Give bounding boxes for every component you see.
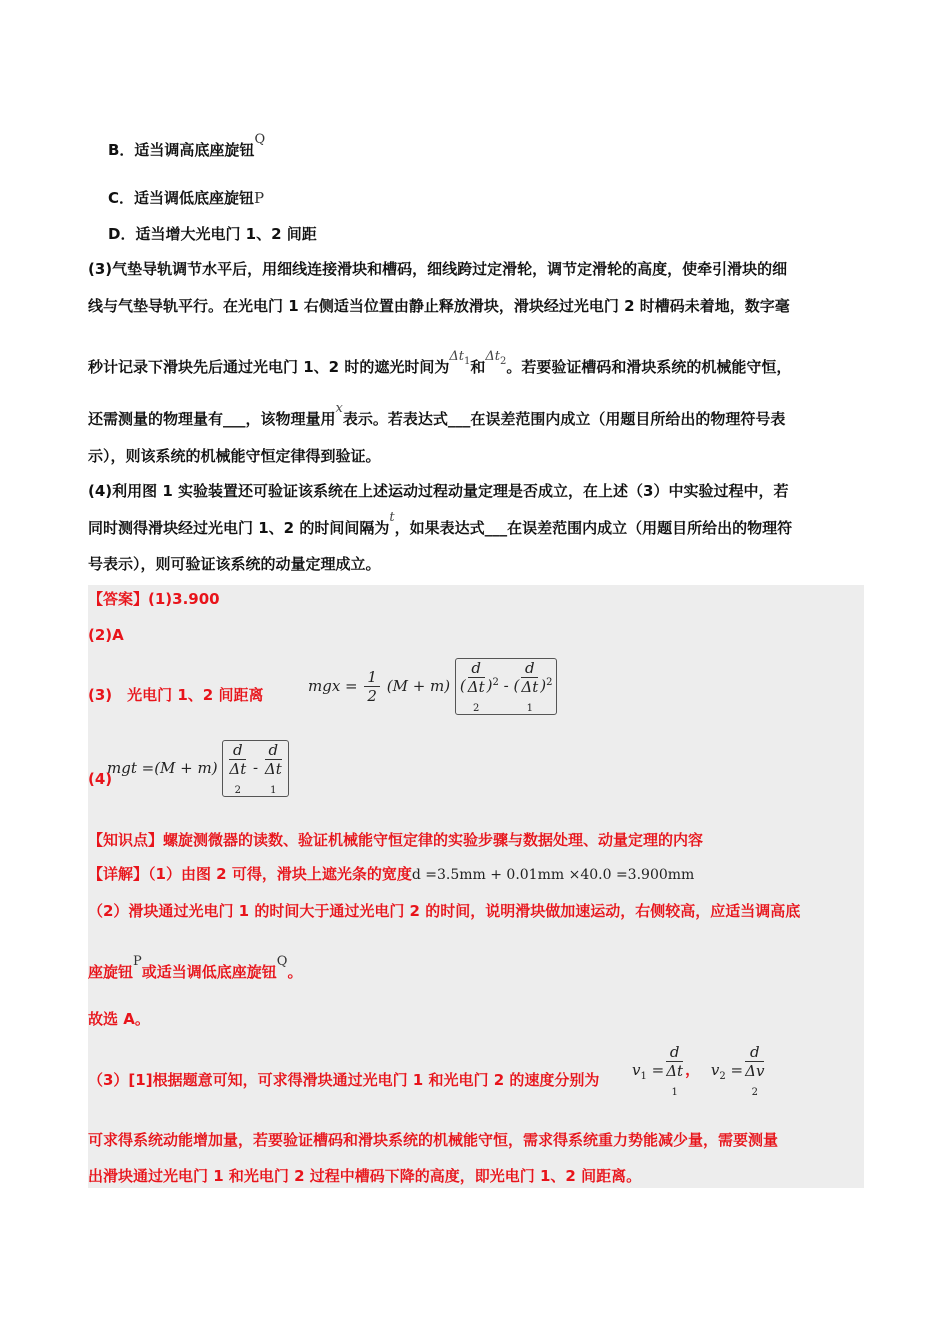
detail-2-line-1: （2）滑块通过光电门 1 的时间大于通过光电门 2 的时间，说明滑块做加速运动，右侧较高，应适当调高底 [88, 902, 801, 920]
detail-3-velocity-formulas [632, 1043, 766, 1098]
a4-minus: - [253, 758, 259, 777]
dt2-text: Δt [485, 349, 500, 364]
a3-bracket: ( d Δt 2 )$^2$ - ( d Δt 1 )$^2$ [455, 658, 558, 715]
a3-pow-1: 2 [492, 676, 499, 688]
v2-eq: = [730, 1060, 744, 1079]
dt1-text: Δt [449, 349, 464, 364]
q4-text-1: (4)利用图 1 实验装置还可验证该系统在上述运动过程动量定理是否成立，在上述（3）中实验过程中，若 [88, 482, 789, 500]
option-c [108, 188, 264, 208]
dt2-sub: 2 [499, 356, 507, 367]
a3-half-num: 1 [364, 668, 380, 687]
dt1-sub: 1 [463, 356, 471, 367]
a3-frac-1 [521, 659, 538, 714]
q3-text-1: (3)气垫导轨调节水平后，用细线连接滑块和槽码，细线跨过定滑轮，调节定滑轮的高度，使牵引滑块的细 [88, 260, 788, 278]
detail-3-line-1 [88, 1070, 599, 1090]
answer-4-formula [107, 740, 289, 797]
detail-symbol-p: P [133, 954, 142, 969]
q3-line-5 [88, 446, 381, 466]
option-b [108, 132, 266, 162]
a3-half [364, 668, 380, 705]
v2-sub: 2 [719, 1070, 726, 1082]
q3-and: 和 [470, 358, 486, 376]
a4-bracket [222, 740, 288, 797]
option-d-text: D．适当增大光电门 1、2 间距 [108, 225, 317, 243]
q4-line-3 [88, 554, 381, 574]
v1-frac [666, 1043, 683, 1098]
detail-3-line-3: 出滑块通过光电门 1 和光电门 2 过程中槽码下降的高度，即光电门 1、2 间距离。 [88, 1167, 642, 1185]
a4-frac-1 [265, 741, 282, 796]
v1-sym: v [632, 1060, 641, 1079]
detail-1 [88, 864, 694, 885]
a3-dt-1: Δt [521, 678, 539, 696]
detail-symbol-q: Q [276, 954, 288, 969]
symbol-dt1 [449, 349, 471, 367]
a3-pow-2: 2 [546, 676, 553, 688]
a3-half-den: 2 [367, 687, 377, 705]
a3-minus: - [503, 676, 509, 695]
detail-2-text-a: 座旋钮 [88, 963, 134, 981]
a4-frac-2 [229, 741, 246, 796]
a4-sub-1: 1 [270, 785, 277, 796]
a4-d-1: d [265, 741, 282, 760]
v-comma: ， [685, 1060, 701, 1079]
a3-frac-2 [468, 659, 485, 714]
q4-text-2a: 同时测得滑块经过光电门 1、2 的时间间隔为 [88, 519, 390, 537]
a4-sub-2: 2 [234, 785, 241, 796]
q3-text-2: 线与气垫导轨平行。在光电门 1 右侧适当位置由静止释放滑块，滑块经过光电门 2 时槽码未着地，数字毫 [88, 297, 790, 315]
a4-dt-1: Δt [264, 760, 282, 778]
symbol-p: P [254, 189, 265, 207]
detail-2-line-3: 故选 A。 [88, 1010, 150, 1028]
answer-3-label: (3) 光电门 1、2 间距离 [88, 686, 264, 704]
symbol-x: x [335, 401, 343, 416]
detail-2-text-b: 或适当调低底座旋钮 [141, 963, 277, 981]
q4-text-2b: ，如果表达式___在误差范围内成立（用题目所给出的物理符 [394, 519, 793, 537]
v2-d: d [745, 1043, 764, 1062]
v2-sym: v [710, 1060, 720, 1079]
answer-2: (2)A [88, 626, 124, 644]
option-b-text: B．适当调高底座旋钮 [108, 141, 255, 159]
detail-3-text-1: （3）[1]根据题意可知，可求得滑块通过光电门 1 和光电门 2 的速度分别为 [88, 1071, 600, 1089]
detail-1-text: 【详解】（1）由图 2 可得，滑块上遮光条的宽度 [88, 865, 412, 883]
v1-sub: 1 [640, 1070, 647, 1082]
a3-mass: (M + m) [386, 677, 451, 695]
v2-formula [710, 1043, 767, 1098]
a4-dt-2: Δt [229, 760, 247, 778]
q3-text-4a: 还需测量的物理量有___，该物理量用 [88, 410, 336, 428]
detail-2-text-c: 。 [287, 963, 303, 981]
symbol-t: t [389, 510, 395, 525]
a3-sub-1: 1 [526, 703, 533, 714]
knowledge-points: 【知识点】螺旋测微器的读数、验证机械能守恒定律的实验步骤与数据处理、动量定理的内容 [88, 831, 704, 849]
a4-lhs: mgt =(M + m) [107, 759, 218, 777]
detail-1-formula: d =3.5mm + 0.01mm ×40.0 =3.900mm [411, 867, 695, 883]
detail-3-line-2: 可求得系统动能增加量，若要验证槽码和滑块系统的机械能守恒，需求得系统重力势能减少量，需要测量 [88, 1131, 779, 1149]
q3-text-3b: 。若要验证槽码和滑块系统的机械能守恒， [506, 358, 792, 376]
q3-line-2 [88, 296, 790, 316]
answer-4-label: (4) [88, 770, 113, 788]
symbol-dt2 [485, 349, 507, 367]
q3-text-5: 示），则该系统的机械能守恒定律得到验证。 [88, 447, 381, 465]
option-d [108, 224, 317, 244]
q3-line-4 [88, 401, 786, 431]
q4-line-2 [88, 510, 793, 540]
a3-d-2: d [468, 659, 485, 678]
q4-text-3: 号表示），则可验证该系统的动量定理成立。 [88, 555, 381, 573]
q3-text-3a: 秒计记录下滑块先后通过光电门 1、2 时的遮光时间为 [88, 358, 450, 376]
answer-1: 【答案】(1)3.900 [88, 590, 220, 608]
option-c-text: C．适当调低底座旋钮 [108, 189, 255, 207]
a3-dt-2: Δt [467, 678, 485, 696]
v2-dv: Δv [745, 1062, 765, 1080]
v2-dv-sub: 2 [751, 1087, 758, 1098]
v1-dt-sub: 1 [671, 1087, 678, 1098]
v1-eq: = [651, 1060, 665, 1079]
v2-frac [745, 1043, 764, 1098]
v1-dt: Δt [666, 1062, 684, 1080]
q3-text-4b: 表示。若表达式___在误差范围内成立（用题目所给出的物理符号表 [342, 410, 786, 428]
a3-sub-2: 2 [473, 703, 480, 714]
answer-3-formula [308, 658, 557, 715]
a4-d-2: d [229, 741, 246, 760]
v1-d: d [666, 1043, 683, 1062]
v1-formula [632, 1043, 685, 1098]
a3-d-1: d [521, 659, 538, 678]
a3-lhs: mgx = [308, 677, 358, 695]
detail-2-line-2 [88, 954, 303, 984]
q3-line-1 [88, 259, 787, 279]
q4-line-1 [88, 481, 788, 501]
symbol-q: Q [254, 132, 266, 147]
